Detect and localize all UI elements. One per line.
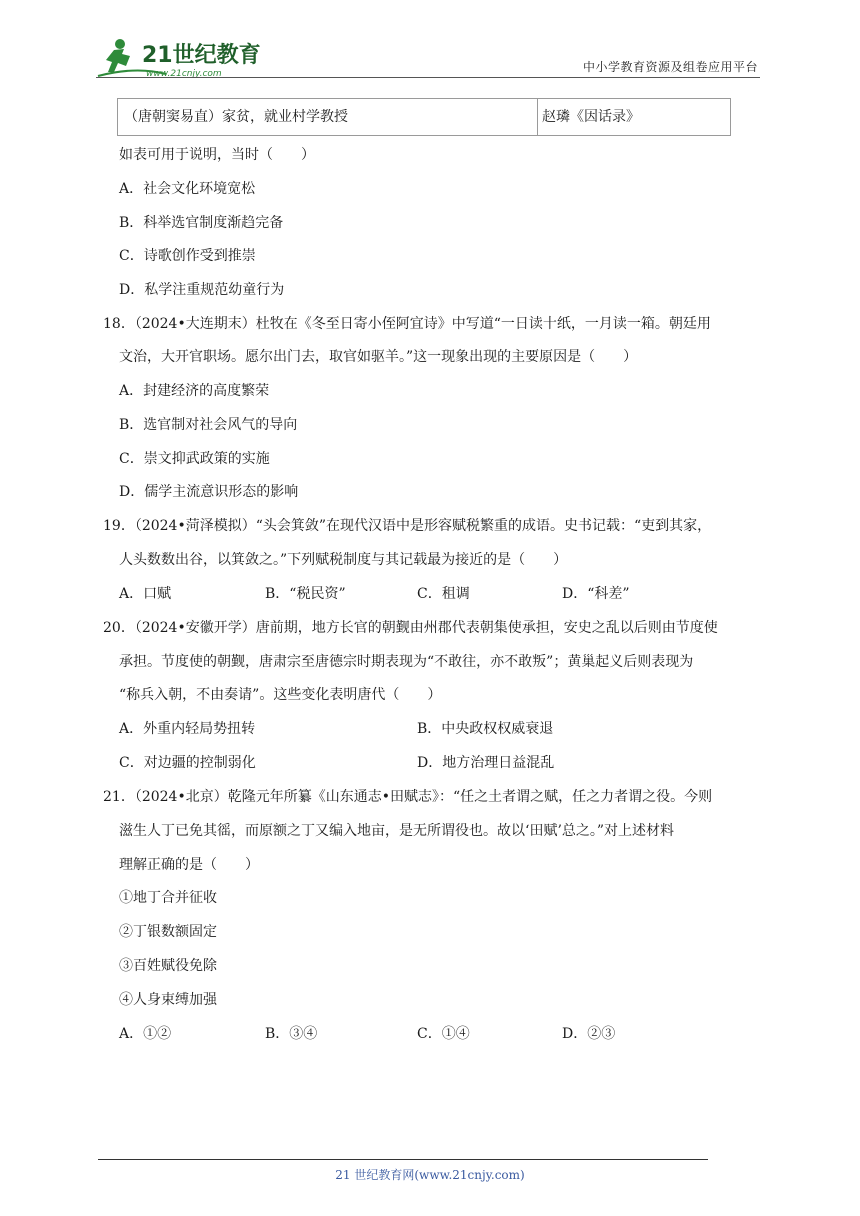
- q19-stem-line2: 人头数数出谷，以箕敛之。”下列赋税制度与其记载最为接近的是（ ）: [119, 552, 568, 568]
- q18-option-d: D．儒学主流意识形态的影响: [119, 484, 299, 500]
- footer-link[interactable]: 21 世纪教育网(www.21cnjy.com): [335, 1168, 525, 1182]
- q21-option-c: C．①④: [417, 1026, 470, 1042]
- q17-option-d: D．私学注重规范幼童行为: [119, 282, 285, 298]
- q18-option-b: B．选官制对社会风气的导向: [119, 417, 298, 433]
- q21-stem-line3: 理解正确的是（ ）: [119, 857, 259, 873]
- q21-option-d: D．②③: [562, 1026, 616, 1042]
- svg-text:21世纪教育: 21世纪教育: [142, 43, 261, 68]
- q19-option-a: A．口赋: [119, 586, 172, 602]
- q21-stem-line2: 滋生人丁已免其徭，而原额之丁又编入地亩，是无所谓役也。故以‘田赋’总之。”对上述材料: [119, 823, 675, 839]
- q19-option-d: D．“科差”: [562, 586, 630, 602]
- header-divider: [96, 77, 760, 78]
- q20-option-d: D．地方治理日益混乱: [417, 755, 555, 771]
- q18-option-a: A．封建经济的高度繁荣: [119, 383, 270, 399]
- q17-stem: 如表可用于说明，当时（ ）: [119, 147, 315, 163]
- footer-divider: [98, 1159, 708, 1160]
- platform-name: 中小学教育资源及组卷应用平台: [582, 60, 758, 74]
- table-cell-content: （唐朝窦易直）家贫，就业村学教授: [118, 99, 538, 135]
- q20-stem-line3: “称兵入朝，不由奏请”。这些变化表明唐代（ ）: [119, 687, 442, 703]
- q21-option-b: B．③④: [265, 1026, 318, 1042]
- q18-stem-line2: 文治，大开官职场。愿尔出门去，取官如驱羊。”这一现象出现的主要原因是（ ）: [119, 349, 638, 365]
- q17-option-c: C．诗歌创作受到推崇: [119, 248, 256, 264]
- q17-option-a: A．社会文化环境宽松: [119, 181, 256, 197]
- q21-option-a: A．①②: [119, 1026, 172, 1042]
- q21-stem-line1: 21．（2024•北京）乾隆元年所纂《山东通志•田赋志》：“任之土者谓之赋，任之力者谓之役。今则: [103, 789, 713, 805]
- q21-item-2: ②丁银数额固定: [119, 924, 217, 940]
- q19-option-b: B．“税民资”: [265, 586, 346, 602]
- q17-option-b: B．科举选官制度渐趋完备: [119, 215, 284, 231]
- q18-stem-line1: 18．（2024•大连期末）杜牧在《冬至日寄小侄阿宜诗》中写道“一日读十纸，一月读一箱。朝廷用: [103, 316, 711, 332]
- q19-stem-line1: 19．（2024•菏泽模拟）“头会箕敛”在现代汉语中是形容赋税繁重的成语。史书记载：“吏到其家，: [103, 518, 712, 534]
- q20-stem-line1: 20．（2024•安徽开学）唐前期，地方长官的朝觐由州郡代表朝集使承担，安史之乱以后则由节度使: [103, 620, 718, 636]
- q18-option-c: C．崇文抑武政策的实施: [119, 451, 270, 467]
- q21-item-1: ①地丁合并征收: [119, 890, 217, 906]
- q20-option-b: B．中央政权权威衰退: [417, 721, 554, 737]
- runner-logo-icon: [96, 36, 266, 80]
- q20-stem-line2: 承担。节度使的朝觐，唐肃宗至唐德宗时期表现为“不敢往，亦不敢叛”；黄巢起义后则表现为: [119, 654, 694, 670]
- q21-item-4: ④人身束缚加强: [119, 992, 217, 1008]
- site-logo: [96, 36, 266, 80]
- q20-option-a: A．外重内轻局势扭转: [119, 721, 256, 737]
- svg-text:www.21cnjy.com: www.21cnjy.com: [146, 69, 222, 79]
- q21-item-3: ③百姓赋役免除: [119, 958, 217, 974]
- q19-option-c: C．租调: [417, 586, 470, 602]
- table-cell-source: 赵璘《因话录》: [542, 109, 640, 125]
- q20-option-c: C．对边疆的控制弱化: [119, 755, 256, 771]
- source-table: [117, 98, 731, 136]
